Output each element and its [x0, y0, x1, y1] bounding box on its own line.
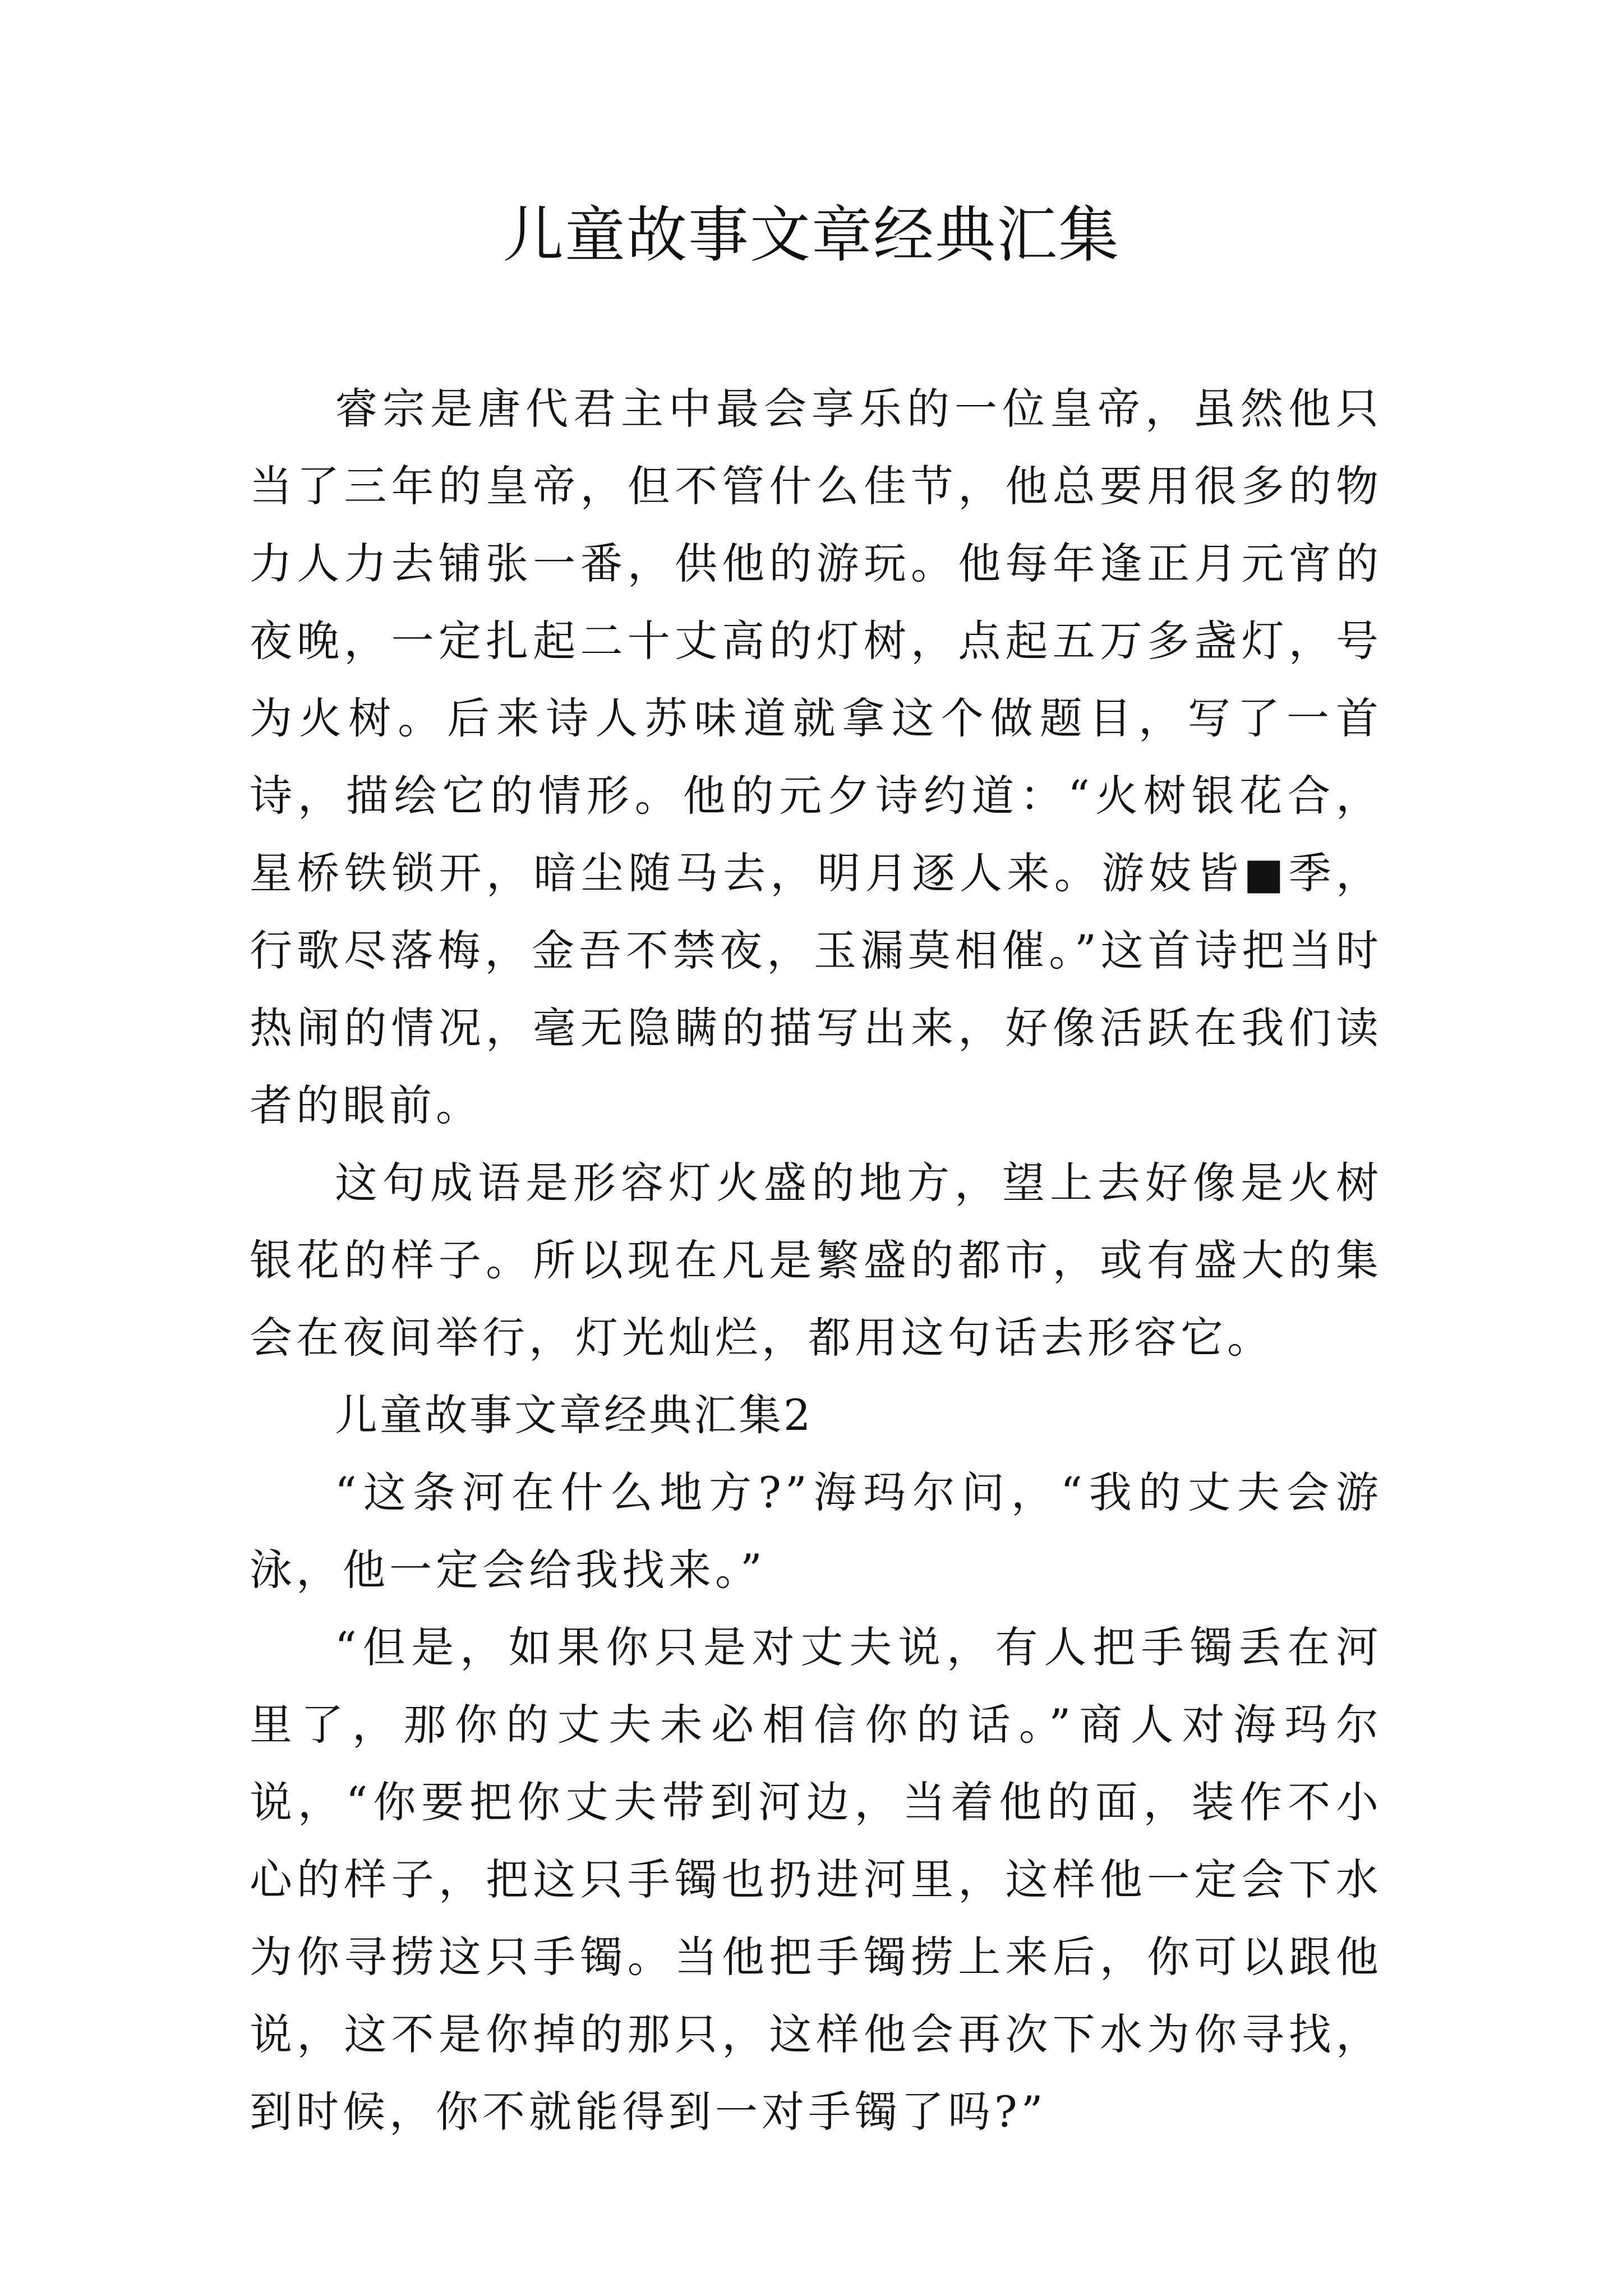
- document-title: 儿童故事文章经典汇集: [502, 200, 1120, 270]
- paragraph-river-question: “这条河在什么地方?”海玛尔问，“我的丈夫会游泳，他一定会给我找来。”: [250, 1467, 1382, 1595]
- paragraph-ruizong-lantern: 睿宗是唐代君主中最会享乐的一位皇帝，虽然他只当了三年的皇帝，但不管什么佳节，他总要用很多的物力人力去铺张一番，供他的游玩。他每年逢正月元宵的夜晚，一定扎起二十丈高的灯树，点起五万多盏灯，号为火树。后来诗人苏味道就拿这个做题目，写了一首诗，描绘它的情形。他的元夕诗约道：“火树银花合，星桥铁锁开，暗尘随马去，明月逐人来。游妓皆■季，行歌尽落梅，金吾不禁夜，玉漏莫相催。”这首诗把当时热闹的情况，毫无隐瞒的描写出来，好像活跃在我们读者的眼前。: [250, 384, 1382, 1130]
- section-heading-2: 儿童故事文章经典汇集2: [335, 1390, 813, 1440]
- paragraph-merchant-advice: “但是，如果你只是对丈夫说，有人把手镯丢在河里了，那你的丈夫未必相信你的话。”商人对海玛尔说，“你要把你丈夫带到河边，当着他的面，装作不小心的样子，把这只手镯也扔进河里，这样他一定会下水为你寻捞这只手镯。当他把手镯捞上来后，你可以跟他说，这不是你掉的那只，这样他会再次下水为你寻找，到时候，你不就能得到一对手镯了吗?”: [250, 1622, 1382, 2137]
- document-body: [250, 370, 1382, 2151]
- paragraph-idiom-meaning: 这句成语是形容灯火盛的地方，望上去好像是火树银花的样子。所以现在凡是繁盛的都市，或有盛大的集会在夜间举行，灯光灿烂，都用这句话去形容它。: [250, 1158, 1382, 1363]
